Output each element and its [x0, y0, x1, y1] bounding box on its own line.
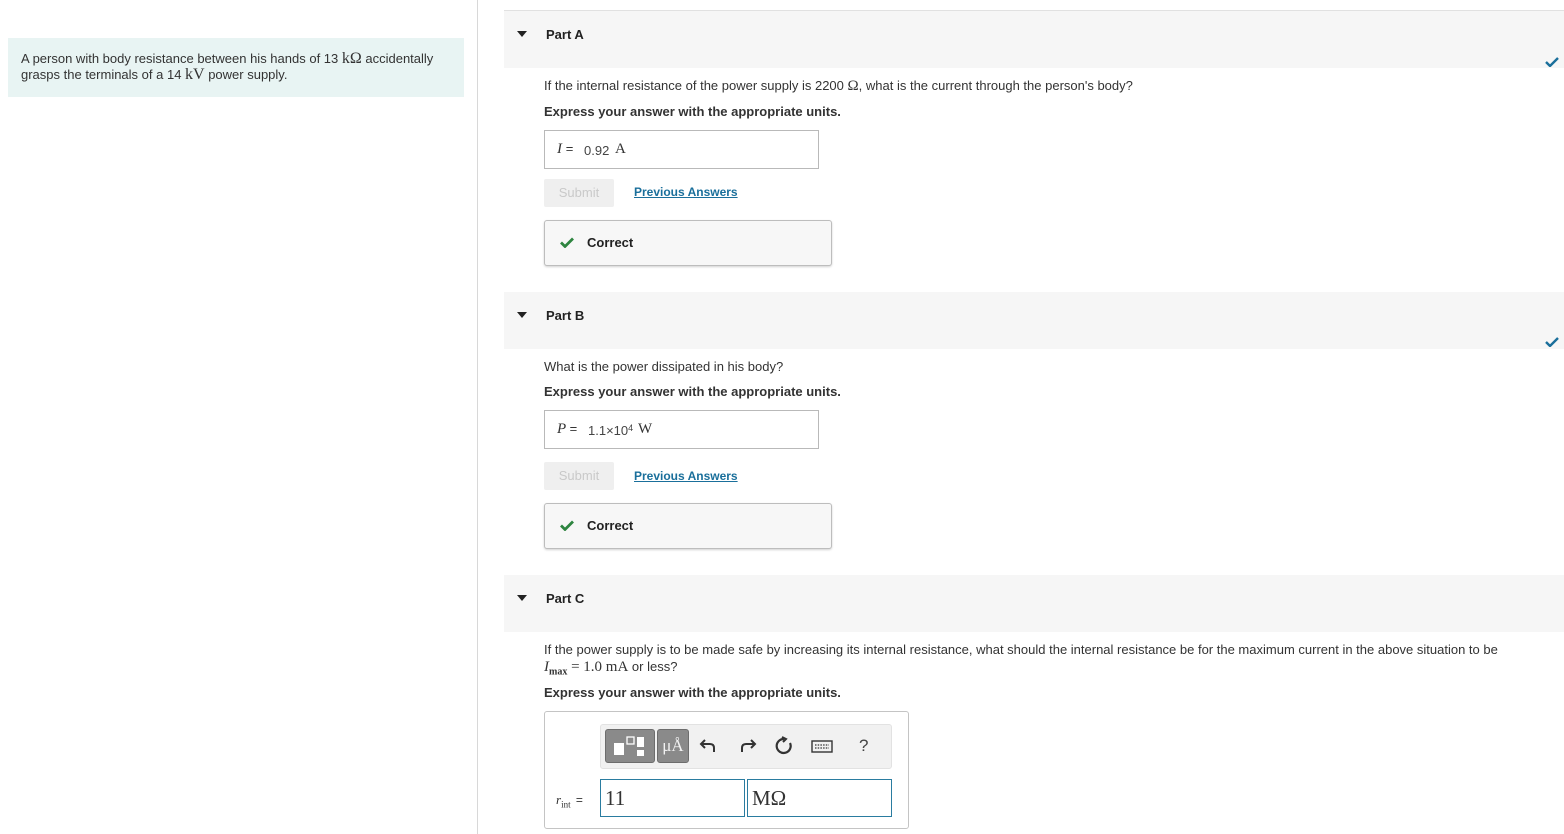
part-b-header[interactable]	[504, 292, 1564, 349]
problem-statement	[8, 38, 464, 97]
completed-check-icon	[1545, 337, 1559, 347]
part-a-title: Part A	[546, 27, 584, 42]
unit-input[interactable]: MΩ	[747, 779, 892, 817]
templates-button[interactable]	[605, 729, 655, 763]
templates-icon	[606, 730, 656, 764]
part-c-answer-editor	[544, 711, 909, 829]
part-a-previous-answers-link[interactable]: Previous Answers	[634, 185, 738, 199]
completed-check-icon	[1545, 57, 1559, 67]
feedback-text: Correct	[587, 518, 634, 533]
answer-variable: I =	[557, 141, 574, 157]
part-b-instruction: Express your answer with the appropriate units.	[544, 384, 841, 399]
collapse-caret-icon[interactable]	[517, 312, 527, 318]
part-c-header[interactable]	[504, 575, 1564, 632]
reset-icon[interactable]	[774, 736, 794, 756]
redo-icon[interactable]	[737, 736, 757, 756]
answer-unit: W	[638, 421, 653, 437]
panel-divider	[477, 0, 478, 834]
part-c-title: Part C	[546, 591, 585, 606]
units-button[interactable]: μÅ	[657, 729, 689, 763]
part-a-submit-button[interactable]: Submit	[544, 179, 614, 207]
problem-line-2: grasps the terminals of a 14 kV power supply.	[21, 66, 288, 83]
part-b-submit-button[interactable]: Submit	[544, 462, 614, 490]
part-b-question: What is the power dissipated in his body?	[544, 359, 784, 374]
part-b-feedback	[544, 503, 832, 549]
part-b-answer-field[interactable]	[544, 410, 819, 449]
keyboard-icon[interactable]	[811, 736, 833, 756]
answer-variable: $r_{int}$ =	[556, 792, 583, 810]
part-c-instruction: Express your answer with the appropriate units.	[544, 685, 841, 700]
part-a-header[interactable]	[504, 11, 1564, 68]
correct-check-icon	[560, 520, 574, 531]
value-input[interactable]: 11	[600, 779, 745, 817]
part-b-previous-answers-link[interactable]: Previous Answers	[634, 469, 738, 483]
help-icon[interactable]: ?	[859, 736, 869, 755]
part-a-feedback	[544, 220, 832, 266]
part-a-answer-field[interactable]	[544, 130, 819, 169]
answer-unit: A	[615, 141, 626, 157]
answer-variable: P =	[557, 421, 578, 437]
math-toolbar	[600, 724, 892, 769]
feedback-text: Correct	[587, 235, 634, 250]
answer-value: $1.1\times 10^4$	[588, 423, 634, 438]
collapse-caret-icon[interactable]	[517, 595, 527, 601]
answer-value: 0.92	[584, 143, 610, 158]
problem-line-1: A person with body resistance between his hands of 13 kΩ accidentally	[21, 50, 434, 67]
part-c-question: If the power supply is to be made safe by increasing its internal resistance, what should the internal resistance be for the maximum current in the above situation to be $I_{max} = 1.0$ mA or less?	[544, 642, 1498, 678]
part-a-question: If the internal resistance of the power supply is 2200 Ω, what is the current through the person's body?	[544, 78, 1133, 94]
part-a-instruction: Express your answer with the appropriate units.	[544, 104, 841, 119]
undo-icon[interactable]	[699, 736, 719, 756]
correct-check-icon	[560, 237, 574, 248]
collapse-caret-icon[interactable]	[517, 31, 527, 37]
part-b-title: Part B	[546, 308, 585, 323]
